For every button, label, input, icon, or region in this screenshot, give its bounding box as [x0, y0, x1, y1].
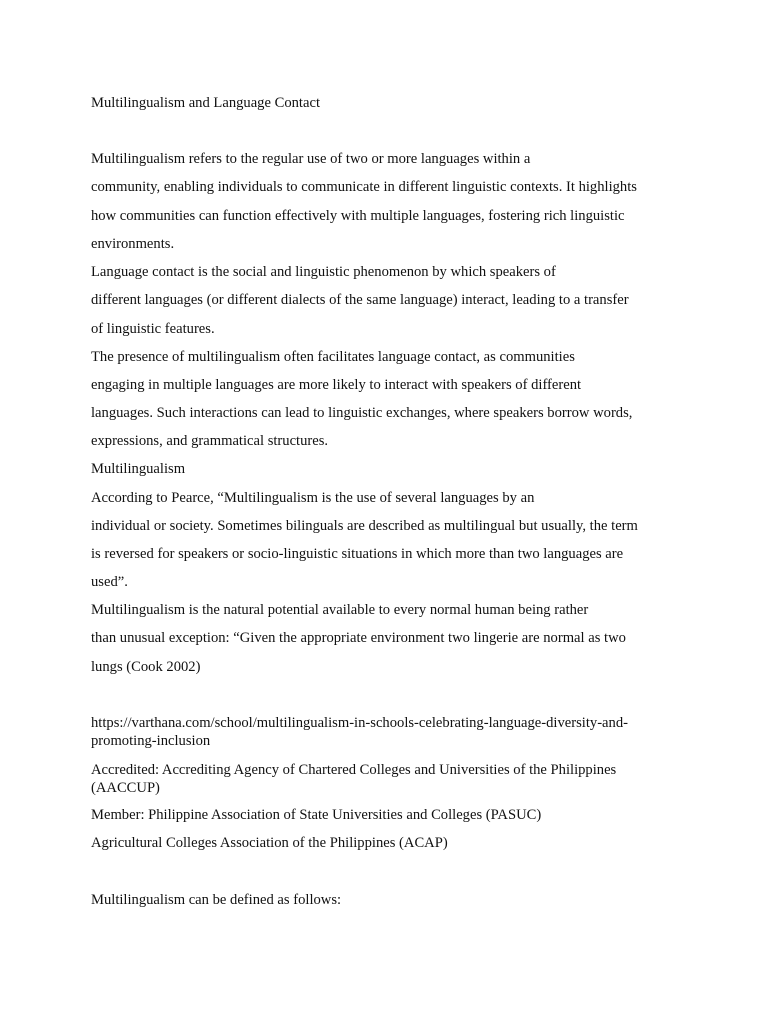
text-line: how communities can function effectively with multiple languages, fostering rich linguistic: [91, 208, 625, 224]
text-line: environments.: [91, 236, 175, 252]
text-line: of linguistic features.: [91, 321, 215, 337]
section-heading: Multilingualism: [91, 461, 186, 477]
text-line: individual or society. Sometimes bilinguals are described as multilingual but usually, the term: [91, 518, 638, 534]
text-line: Multilingualism refers to the regular use of two or more languages within a: [91, 151, 531, 167]
text-line: used”.: [91, 574, 128, 590]
text-line: than unusual exception: “Given the appropriate environment two lingerie are normal as two: [91, 630, 626, 646]
document-title: Multilingualism and Language Contact: [91, 95, 320, 111]
definition-intro: Multilingualism can be defined as follows:: [91, 892, 342, 908]
text-line: Accredited: Accrediting Agency of Chartered Colleges and Universities of the Philippines: [91, 762, 617, 778]
text-line: (AACCUP): [91, 780, 160, 796]
text-line: expressions, and grammatical structures.: [91, 433, 329, 449]
text-line: languages. Such interactions can lead to linguistic exchanges, where speakers borrow words,: [91, 405, 633, 421]
url-line: promoting-inclusion: [91, 733, 211, 749]
acap-statement: Agricultural Colleges Association of the Philippines (ACAP): [91, 835, 448, 851]
text-line: According to Pearce, “Multilingualism is the use of several languages by an: [91, 490, 535, 506]
text-line: is reversed for speakers or socio-linguistic situations in which more than two languages are: [91, 546, 624, 562]
text-line: lungs (Cook 2002): [91, 659, 201, 675]
membership-statement: Member: Philippine Association of State Universities and Colleges (PASUC): [91, 807, 542, 823]
text-line: engaging in multiple languages are more likely to interact with speakers of different: [91, 377, 582, 393]
text-line: The presence of multilingualism often facilitates language contact, as communities: [91, 349, 575, 365]
text-line: Multilingualism is the natural potential available to every normal human being rather: [91, 602, 589, 618]
text-line: Language contact is the social and linguistic phenomenon by which speakers of: [91, 264, 556, 280]
text-line: community, enabling individuals to communicate in different linguistic contexts. It highlights: [91, 179, 637, 195]
text-line: different languages (or different dialects of the same language) interact, leading to a transfer: [91, 292, 629, 308]
url-line: https://varthana.com/school/multilingualism-in-schools-celebrating-language-diversity-and-: [91, 715, 628, 731]
